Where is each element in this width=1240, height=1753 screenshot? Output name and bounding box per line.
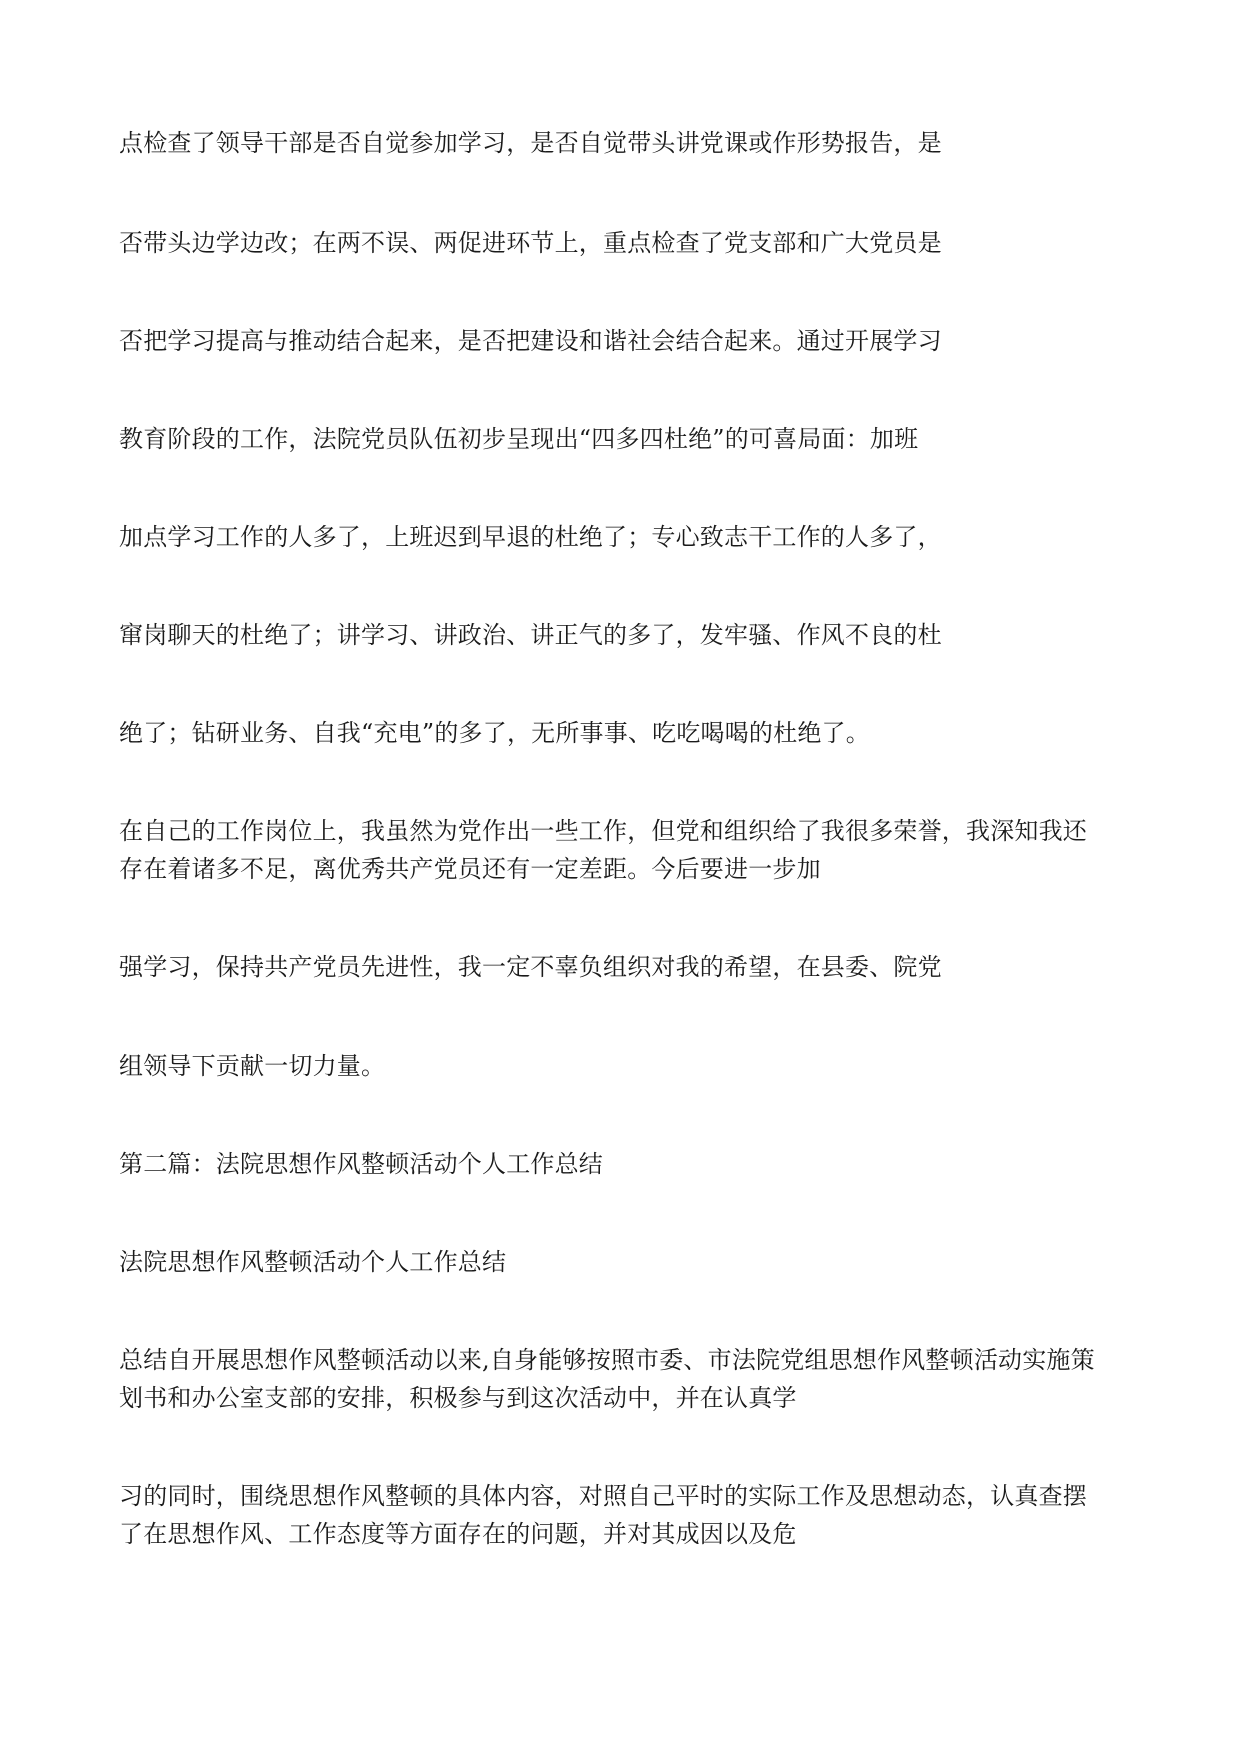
- body-text-line: 组领导下贡献一切力量。: [119, 1052, 386, 1080]
- body-text-line: 了在思想作风、工作态度等方面存在的问题，并对其成因以及危: [119, 1520, 797, 1548]
- body-text-line: 总结自开展思想作风整顿活动以来,自身能够按照市委、市法院党组思想作风整顿活动实施策: [119, 1346, 1095, 1374]
- body-text-line: 绝了；钻研业务、自我“充电”的多了，无所事事、吃吃喝喝的杜绝了。: [119, 719, 870, 747]
- body-text-line: 强学习，保持共产党员先进性，我一定不辜负组织对我的希望，在县委、院党: [119, 953, 942, 981]
- body-text-line: 加点学习工作的人多了，上班迟到早退的杜绝了；专心致志干工作的人多了，: [119, 523, 942, 551]
- body-text-line: 在自己的工作岗位上，我虽然为党作出一些工作，但党和组织给了我很多荣誉，我深知我还: [119, 817, 1087, 845]
- body-text-line: 点检查了领导干部是否自觉参加学习，是否自觉带头讲党课或作形势报告，是: [119, 129, 942, 157]
- body-text-line: 否带头边学边改；在两不误、两促进环节上，重点检查了党支部和广大党员是: [119, 229, 942, 257]
- body-text-line: 否把学习提高与推动结合起来，是否把建设和谐社会结合起来。通过开展学习: [119, 327, 942, 355]
- body-text-line: 划书和办公室支部的安排，积极参与到这次活动中，并在认真学: [119, 1384, 797, 1412]
- body-text-line: 习的同时，围绕思想作风整顿的具体内容，对照自己平时的实际工作及思想动态，认真查摆: [119, 1482, 1087, 1510]
- body-text-line: 存在着诸多不足，离优秀共产党员还有一定差距。今后要进一步加: [119, 855, 821, 883]
- section-heading: 第二篇：法院思想作风整顿活动个人工作总结: [119, 1150, 603, 1178]
- body-text-line: 窜岗聊天的杜绝了；讲学习、讲政治、讲正气的多了，发牢骚、作风不良的杜: [119, 621, 942, 649]
- body-text-line: 教育阶段的工作，法院党员队伍初步呈现出“四多四杜绝”的可喜局面：加班: [119, 425, 919, 453]
- document-title: 法院思想作风整顿活动个人工作总结: [119, 1248, 507, 1276]
